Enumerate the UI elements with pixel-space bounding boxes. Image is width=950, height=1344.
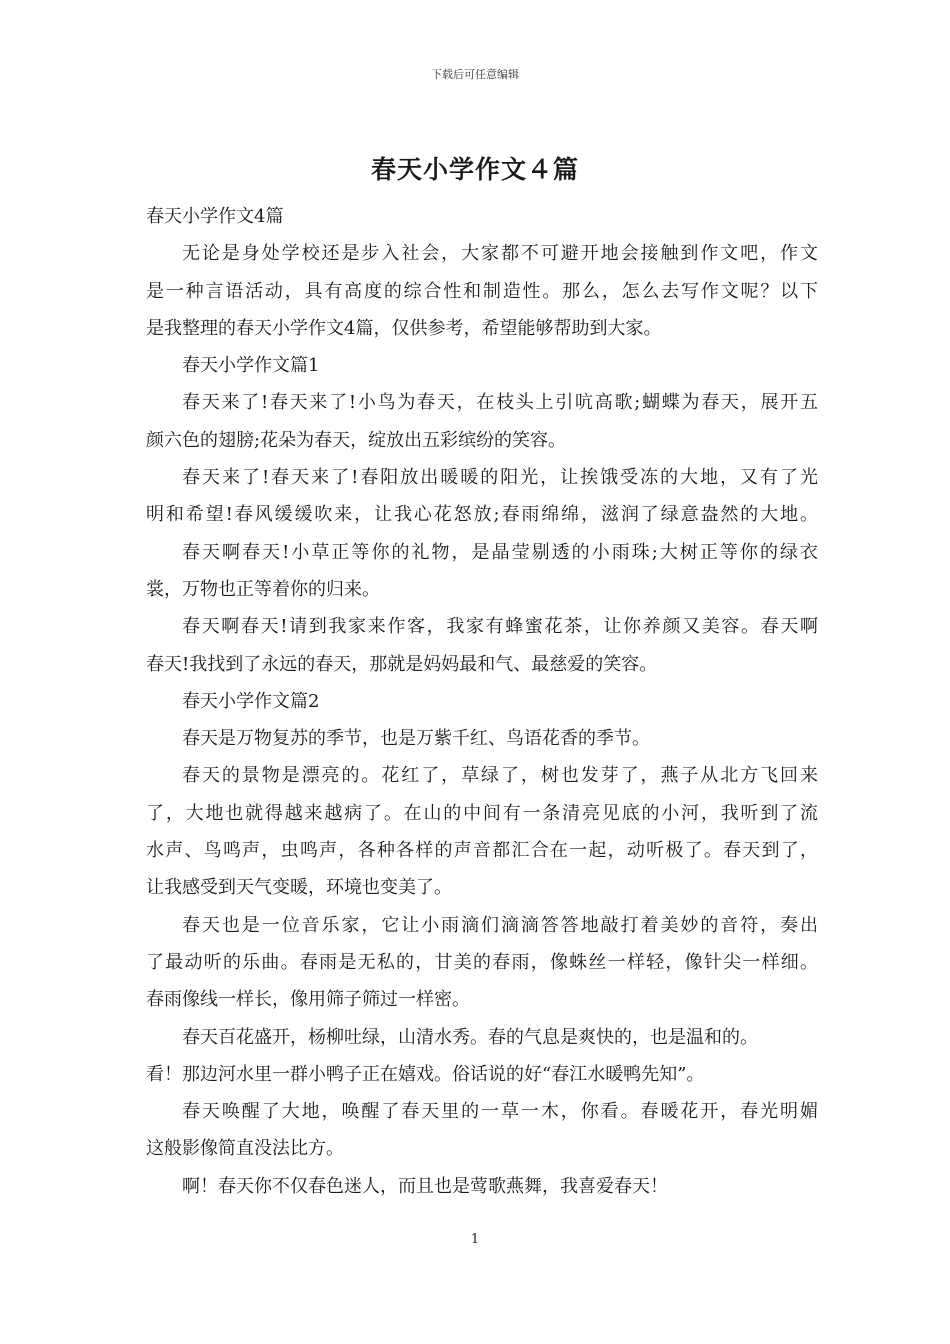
text-line: 春天啊春天!小草正等你的礼物，是晶莹剔透的小雨珠;大树正等你的绿衣 <box>182 541 818 563</box>
header-note: 下载后可任意编辑 <box>431 68 519 81</box>
text-line: 春天来了!春天来了!春阳放出暖暖的阳光，让挨饿受冻的大地，又有了光 <box>182 467 818 489</box>
text-line: 春天的景物是漂亮的。花红了，草绿了，树也发芽了，燕子从北方飞回来 <box>182 765 818 787</box>
text-line: 春天也是一位音乐家，它让小雨滴们滴滴答答地敲打着美妙的音符，奏出 <box>182 914 818 936</box>
text-line: 让我感受到天气变暖，环境也变美了。 <box>146 877 452 899</box>
text-line: 水声、鸟鸣声，虫鸣声，各种各样的声音都汇合在一起，动听极了。春天到了， <box>146 840 818 862</box>
page-number: 1 <box>470 1232 480 1247</box>
text-line: 春雨像线一样长，像用筛子筛过一样密。 <box>146 989 470 1011</box>
text-line: 了最动听的乐曲。春雨是无私的，甘美的春雨，像蛛丝一样轻，像针尖一样细。 <box>146 951 818 973</box>
text-line: 是我整理的春天小学作文4篇，仅供参考，希望能够帮助到大家。 <box>146 317 662 339</box>
text-line: 春天小学作文篇2 <box>182 690 320 712</box>
text-line: 了，大地也就得越来越病了。在山的中间有一条清亮见底的小河，我听到了流 <box>146 802 818 824</box>
text-line: 春天百花盛开，杨柳吐绿，山清水秀。春的气息是爽快的，也是温和的。 <box>182 1026 758 1048</box>
text-line: 这般影像简直没法比方。 <box>146 1138 344 1160</box>
text-line: 看！那边河水里一群小鸭子正在嬉戏。俗话说的好“春江水暖鸭先知”。 <box>146 1063 705 1085</box>
text-line: 裳，万物也正等着你的归来。 <box>146 578 380 600</box>
document-body <box>146 198 818 1205</box>
text-line: 春天唤醒了大地，唤醒了春天里的一草一木，你看。春暖花开，春光明媚 <box>182 1101 818 1123</box>
text-line: 春天来了!春天来了!小鸟为春天，在枝头上引吭高歌;蝴蝶为春天，展开五 <box>182 392 818 414</box>
text-line: 春天小学作文篇1 <box>182 355 320 377</box>
text-line: 春天小学作文4篇 <box>146 206 284 227</box>
text-line: 啊！春天你不仅春色迷人，而且也是莺歌燕舞，我喜爱春天！ <box>182 1175 668 1197</box>
text-line: 春天啊春天!请到我家来作客，我家有蜂蜜花茶，让你养颜又美容。春天啊 <box>182 616 818 638</box>
text-line: 春天是万物复苏的季节，也是万紫千红、鸟语花香的季节。 <box>182 728 650 750</box>
text-line: 颜六色的翅膀;花朵为春天，绽放出五彩缤纷的笑容。 <box>146 429 567 451</box>
text-line: 是一种言语活动，具有高度的综合性和制造性。那么，怎么去写作文呢？以下 <box>146 280 818 302</box>
document-title: 春天小学作文４篇 <box>370 155 579 184</box>
text-line: 无论是身处学校还是步入社会，大家都不可避开地会接触到作文吧，作文 <box>182 243 818 265</box>
text-line: 春天!我找到了永远的春天，那就是妈妈最和气、最慈爱的笑容。 <box>146 653 658 675</box>
text-line: 明和希望!春风缓缓吹来，让我心花怒放;春雨绵绵，滋润了绿意盎然的大地。 <box>146 504 818 526</box>
